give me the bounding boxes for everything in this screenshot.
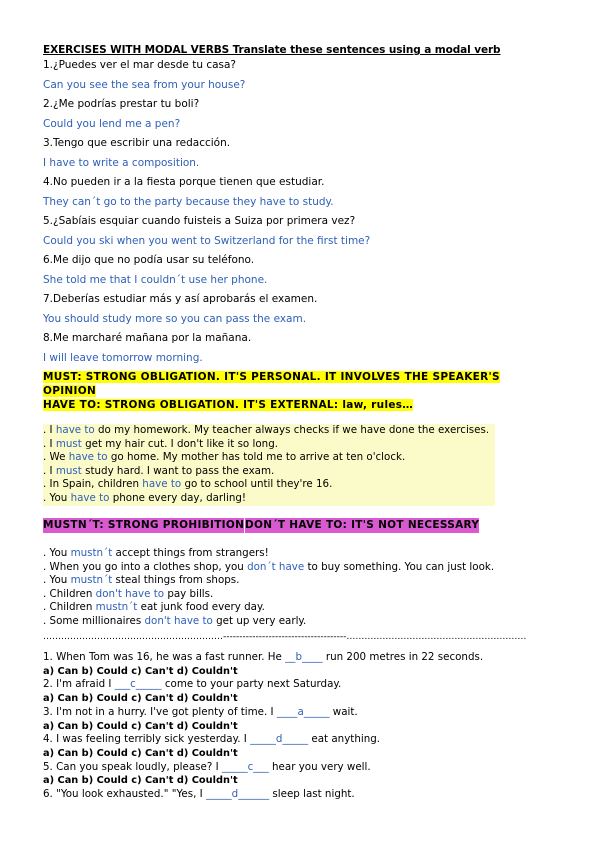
- spanish-sentence-8: 8.Me marcharé mañana por la mañana.: [43, 332, 252, 344]
- modal-verb: don't have to: [95, 587, 165, 600]
- answer-gap: ___c_____: [114, 678, 162, 691]
- list-item: . I have to do my homework. My teacher always checks if we have done the exercises.: [43, 424, 490, 436]
- english-answer-2: Could you lend me a pen?: [43, 118, 181, 130]
- list-item: . You mustn´t accept things from strangers!: [43, 547, 269, 559]
- mustnt-heading: MUSTN´T: STRONG PROHIBITION: [43, 519, 245, 531]
- answer-gap: _____c___: [221, 760, 269, 773]
- exercise-options: a) Can b) Could c) Can't d) Couldn't: [43, 665, 238, 677]
- list-item: . You mustn´t steal things from shops.: [43, 574, 240, 587]
- have-to-heading: HAVE TO: STRONG OBLIGATION. IT'S EXTERNAL: law, rules…: [43, 399, 414, 411]
- modal-verb: mustn´t: [70, 547, 113, 559]
- dont-have-to-heading: DON´T HAVE TO: IT'S NOT NECESSARY: [245, 519, 480, 531]
- english-answer-6: She told me that I couldn´t use her phone.: [43, 274, 268, 286]
- spanish-sentence-2: 2.¿Me podrías prestar tu boli?: [43, 98, 200, 110]
- modal-verb: have to: [68, 451, 108, 464]
- list-item: . We have to go home. My mother has told me to arrive at ten o'clock.: [43, 451, 406, 464]
- list-item: . Children don't have to pay bills.: [43, 587, 214, 600]
- exercise-options: a) Can b) Could c) Can't d) Couldn't: [43, 775, 238, 787]
- answer-gap: ____a_____: [276, 705, 330, 718]
- answer-gap: __b____: [285, 651, 323, 663]
- spanish-sentence-1: 1.¿Puedes ver el mar desde tu casa?: [43, 59, 236, 71]
- list-item: . When you go into a clothes shop, you don´t have to buy something. You can just look.: [43, 560, 495, 573]
- exercise-question: 3. I'm not in a hurry. I've got plenty of time. I ____a_____ wait.: [43, 705, 358, 718]
- exercise-options: a) Can b) Could c) Can't d) Couldn't: [43, 720, 238, 732]
- modal-verb: must: [55, 437, 82, 450]
- must-heading-line-1: MUST: STRONG OBLIGATION. IT'S PERSONAL. IT INVOLVES THE SPEAKER'S: [43, 371, 500, 383]
- answer-gap: _____d______: [205, 788, 270, 801]
- exercise-question: 2. I'm afraid I ___c_____ come to your party next Saturday.: [43, 678, 342, 691]
- multiple-choice-exercises: [43, 651, 483, 802]
- list-item: . I must study hard. I want to pass the exam.: [43, 464, 275, 477]
- obligation-examples: [43, 424, 495, 506]
- modal-verb: have to: [142, 478, 182, 491]
- exercise-question: 1. When Tom was 16, he was a fast runner. He __b____ run 200 metres in 22 seconds.: [43, 651, 484, 663]
- exercise-question: 5. Can you speak loudly, please? I _____c___ hear you very well.: [43, 760, 371, 773]
- english-answer-4: They can´t go to the party because they have to study.: [43, 196, 334, 208]
- exercise-options: a) Can b) Could c) Can't d) Couldn't: [43, 693, 238, 705]
- dotted-separator: ……………………………………………………--------------------------------------……………………………………………………: [43, 632, 527, 642]
- prohibition-examples: [43, 547, 494, 629]
- exercise-options: a) Can b) Could c) Can't d) Couldn't: [43, 747, 238, 759]
- spanish-sentence-7: 7.Deberías estudiar más y así aprobarás el examen.: [43, 293, 318, 305]
- spanish-sentence-6: 6.Me dijo que no podía usar su teléfono.: [43, 254, 255, 266]
- list-item: . In Spain, children have to go to school until they're 16.: [43, 478, 333, 491]
- modal-verb: don´t have: [247, 560, 305, 573]
- list-item: . I must get my hair cut. I don't like it so long.: [43, 437, 278, 450]
- modal-verb: mustn´t: [70, 574, 113, 587]
- modal-verb: have to: [55, 424, 95, 436]
- spanish-sentence-3: 3.Tengo que escribir una redacción.: [43, 137, 231, 149]
- exercise-question: 4. I was feeling terribly sick yesterday. I _____d_____ eat anything.: [43, 733, 381, 746]
- worksheet-title: EXERCISES WITH MODAL VERBS Translate these sentences using a modal verb: [43, 44, 501, 56]
- answer-gap: _____d_____: [250, 733, 309, 746]
- english-answer-7: You should study more so you can pass the exam.: [43, 313, 307, 325]
- spanish-sentence-4: 4.No pueden ir a la fiesta porque tienen que estudiar.: [43, 176, 325, 188]
- must-heading-line-2: OPINION: [43, 385, 97, 397]
- english-answer-1: Can you see the sea from your house?: [43, 79, 246, 91]
- english-answer-5: Could you ski when you went to Switzerland for the first time?: [43, 235, 371, 247]
- english-answer-8: I will leave tomorrow morning.: [43, 352, 203, 364]
- modal-verb: mustn´t: [95, 601, 138, 614]
- exercise-question: 6. "You look exhausted." "Yes, I _____d______ sleep last night.: [43, 788, 355, 801]
- english-answer-3: I have to write a composition.: [43, 157, 200, 169]
- modal-verb: have to: [70, 491, 110, 504]
- modal-verb: don't have to: [144, 614, 213, 627]
- list-item: . Some millionaires don't have to get up very early.: [43, 614, 307, 627]
- modal-verb: must: [55, 464, 82, 477]
- spanish-sentence-5: 5.¿Sabíais esquiar cuando fuisteis a Suiza por primera vez?: [43, 215, 356, 227]
- list-item: . Children mustn´t eat junk food every day.: [43, 601, 265, 614]
- list-item: . You have to phone every day, darling!: [43, 491, 247, 504]
